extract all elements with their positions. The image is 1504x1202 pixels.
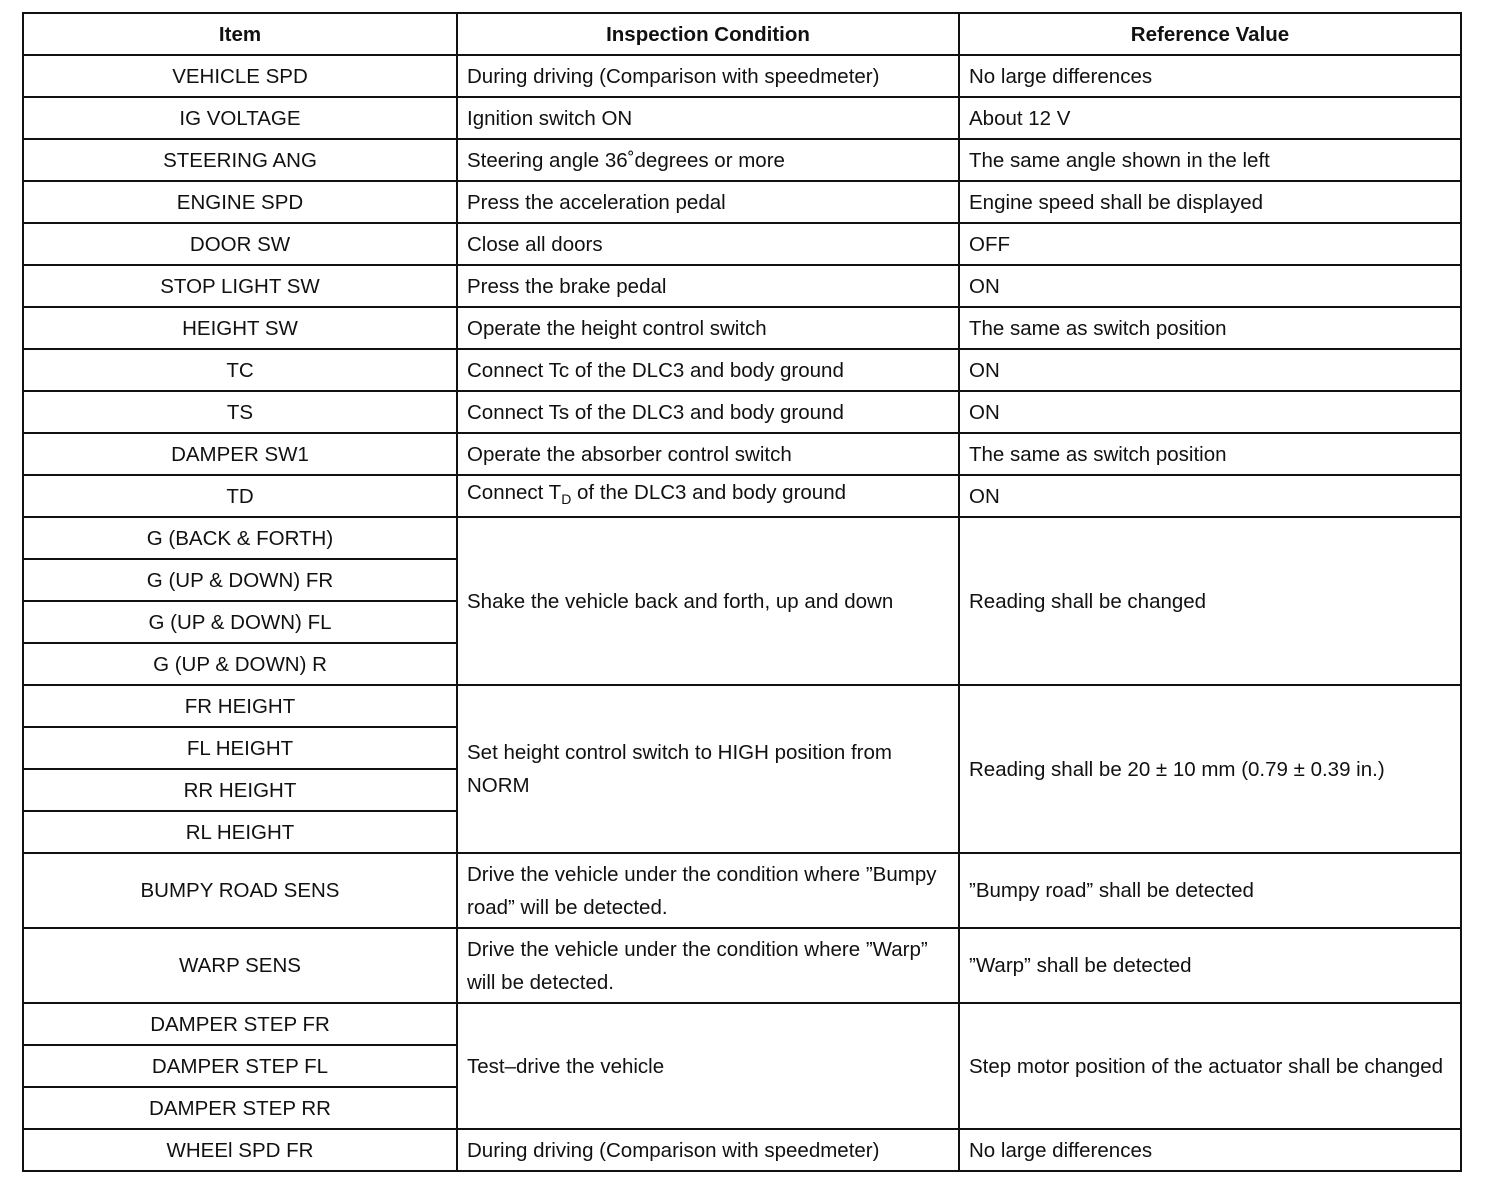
table-row xyxy=(23,1003,1461,1045)
table-row xyxy=(23,349,1461,391)
condition-cell: Steering angle 36˚degrees or more xyxy=(457,139,959,181)
table-row xyxy=(23,928,1461,1003)
item-cell: DAMPER SW1 xyxy=(23,433,457,475)
condition-cell: Drive the vehicle under the condition where ”Bumpy road” will be detected. xyxy=(457,853,959,928)
item-cell: RL HEIGHT xyxy=(23,811,457,853)
item-cell: DAMPER STEP RR xyxy=(23,1087,457,1129)
condition-cell: Connect Tc of the DLC3 and body ground xyxy=(457,349,959,391)
item-cell: G (UP & DOWN) FL xyxy=(23,601,457,643)
condition-cell: Set height control switch to HIGH position from NORM xyxy=(457,685,959,853)
condition-cell xyxy=(457,475,959,517)
reference-cell: About 12 V xyxy=(959,97,1461,139)
reference-cell: ”Warp” shall be detected xyxy=(959,928,1461,1003)
item-cell: TC xyxy=(23,349,457,391)
condition-cell: Ignition switch ON xyxy=(457,97,959,139)
item-cell: G (BACK & FORTH) xyxy=(23,517,457,559)
reference-cell: ON xyxy=(959,391,1461,433)
reference-cell: OFF xyxy=(959,223,1461,265)
item-cell: G (UP & DOWN) R xyxy=(23,643,457,685)
item-cell: STOP LIGHT SW xyxy=(23,265,457,307)
table-row xyxy=(23,55,1461,97)
table-row xyxy=(23,517,1461,559)
condition-cell: Press the brake pedal xyxy=(457,265,959,307)
header-item: Item xyxy=(23,13,457,55)
condition-cell: Drive the vehicle under the condition where ”Warp” will be detected. xyxy=(457,928,959,1003)
reference-cell: No large differences xyxy=(959,55,1461,97)
item-cell: TS xyxy=(23,391,457,433)
table-row xyxy=(23,685,1461,727)
table-row xyxy=(23,181,1461,223)
table-row xyxy=(23,1129,1461,1171)
condition-text: Connect T xyxy=(467,481,562,504)
table-row xyxy=(23,391,1461,433)
item-cell: STEERING ANG xyxy=(23,139,457,181)
reference-cell: Engine speed shall be displayed xyxy=(959,181,1461,223)
item-cell: FL HEIGHT xyxy=(23,727,457,769)
item-cell: DOOR SW xyxy=(23,223,457,265)
condition-cell: Press the acceleration pedal xyxy=(457,181,959,223)
table-row xyxy=(23,265,1461,307)
item-cell: IG VOLTAGE xyxy=(23,97,457,139)
table-row xyxy=(23,223,1461,265)
condition-cell: Test–drive the vehicle xyxy=(457,1003,959,1129)
reference-cell: Reading shall be changed xyxy=(959,517,1461,685)
item-cell: HEIGHT SW xyxy=(23,307,457,349)
item-cell: RR HEIGHT xyxy=(23,769,457,811)
reference-cell: Reading shall be 20 ± 10 mm (0.79 ± 0.39 in.) xyxy=(959,685,1461,853)
reference-cell: The same as switch position xyxy=(959,307,1461,349)
reference-cell: The same angle shown in the left xyxy=(959,139,1461,181)
reference-cell: Step motor position of the actuator shall be changed xyxy=(959,1003,1461,1129)
inspection-table xyxy=(22,12,1462,1172)
subscript-text: D xyxy=(561,491,572,507)
item-cell: VEHICLE SPD xyxy=(23,55,457,97)
item-cell: WHEEl SPD FR xyxy=(23,1129,457,1171)
condition-cell: Close all doors xyxy=(457,223,959,265)
item-cell: ENGINE SPD xyxy=(23,181,457,223)
table-row xyxy=(23,307,1461,349)
reference-cell: The same as switch position xyxy=(959,433,1461,475)
reference-cell: ON xyxy=(959,475,1461,517)
condition-cell: Operate the height control switch xyxy=(457,307,959,349)
table-row xyxy=(23,853,1461,928)
reference-cell: ON xyxy=(959,349,1461,391)
condition-cell: During driving (Comparison with speedmeter) xyxy=(457,55,959,97)
item-cell: BUMPY ROAD SENS xyxy=(23,853,457,928)
condition-cell: Connect Ts of the DLC3 and body ground xyxy=(457,391,959,433)
header-inspection-condition: Inspection Condition xyxy=(457,13,959,55)
item-cell: WARP SENS xyxy=(23,928,457,1003)
condition-cell: Operate the absorber control switch xyxy=(457,433,959,475)
header-row xyxy=(23,13,1461,55)
item-cell: TD xyxy=(23,475,457,517)
condition-cell: During driving (Comparison with speedmeter) xyxy=(457,1129,959,1171)
item-cell: G (UP & DOWN) FR xyxy=(23,559,457,601)
condition-text: of the DLC3 and body ground xyxy=(571,481,846,504)
reference-cell: ”Bumpy road” shall be detected xyxy=(959,853,1461,928)
header-reference-value: Reference Value xyxy=(959,13,1461,55)
table-row xyxy=(23,433,1461,475)
reference-cell: ON xyxy=(959,265,1461,307)
item-cell: DAMPER STEP FR xyxy=(23,1003,457,1045)
table-row xyxy=(23,97,1461,139)
item-cell: DAMPER STEP FL xyxy=(23,1045,457,1087)
item-cell: FR HEIGHT xyxy=(23,685,457,727)
condition-cell: Shake the vehicle back and forth, up and down xyxy=(457,517,959,685)
table-row xyxy=(23,475,1461,517)
reference-cell: No large differences xyxy=(959,1129,1461,1171)
table-row xyxy=(23,139,1461,181)
